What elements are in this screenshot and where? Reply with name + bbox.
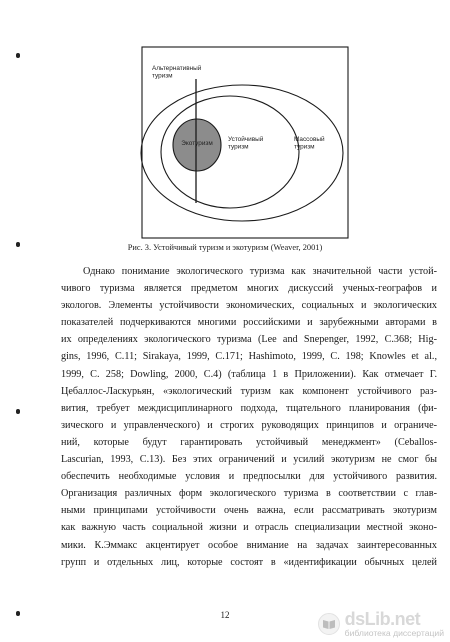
text-line: их определениях экологического туризма (Lee and Snepenger, 1992, С.368; Hig- xyxy=(61,334,437,346)
mass-tourism-ellipse xyxy=(141,85,343,221)
watermark[interactable] xyxy=(318,610,444,638)
binding-mark xyxy=(16,53,20,58)
text-line: ными принципами устойчивости очень важна, если рассматривать экотуризм xyxy=(61,505,437,517)
text-line: 1999, С. 258; Dowling, 2000, С.4) (таблица 1 в Приложении). Как отмечает Г. xyxy=(61,368,437,380)
watermark-tagline: библиотека диссертаций xyxy=(344,628,444,639)
text-line: Lascurian, 1993, С.13). Без этих ограничений и усилий экотуризм не смог бы xyxy=(61,454,437,466)
alternative-label: Альтернативный туризм xyxy=(152,65,202,80)
text-line: обеспечить необходимые условия и предпосылки для устойчивого развития. xyxy=(61,471,437,483)
venn-figure xyxy=(140,45,350,240)
watermark-brand: dsLib.net xyxy=(344,609,421,630)
text-line: чивого туризма является предметом многих дискуссий ученых-географов и xyxy=(61,283,437,295)
figure-caption: Рис. 3. Устойчивый туризм и экотуризм (Weaver, 2001) xyxy=(127,243,323,252)
text-line: экологов. Элементы устойчивости экономических, социальных и экологических xyxy=(61,300,437,312)
text-line: gins, 1996, С.11; Sirakaya, 1999, С.171; Hashimoto, 1999, С. 198; Knowles et al., xyxy=(61,351,437,363)
tourism-diagram xyxy=(140,45,350,240)
page-number: 12 xyxy=(220,610,230,620)
sustainable-label: Устойчивый туризм xyxy=(228,136,264,151)
text-line: Организация различных форм экологического туризма в соответствии с глав- xyxy=(61,488,437,500)
text-line: ний, которые будут гарантировать устойчивый менеджмент» (Ceballos- xyxy=(61,436,437,448)
text-line: зического и управленческого) и строгих руководящих принципов и ограниче- xyxy=(61,419,437,431)
text-line: Цебаллос-Ласкурьян, «экологический туризм как компонент устойчивого раз- xyxy=(61,385,437,397)
text-line: показателей подчеркиваются многими российскими и зарубежными авторами в xyxy=(61,317,437,329)
text-line: мики. К.Эммакс акцентирует особое внимание на задачах заинтересованных xyxy=(61,539,437,551)
mass-label: Массовый туризм xyxy=(294,136,325,151)
text-line: Однако понимание экологического туризма как значительной части устой- xyxy=(83,266,437,277)
watermark-text xyxy=(345,610,444,638)
ecotourism-label: Экотуризм xyxy=(181,140,213,147)
book-logo-icon xyxy=(318,613,340,635)
text-line: вития, требует междисциплинарного подхода, тщательного планирования (фи- xyxy=(61,402,437,414)
text-line: групп и отдельных лиц, которые состоят в «идентификации обычных целей xyxy=(61,556,437,568)
body-text xyxy=(61,263,437,571)
binding-mark xyxy=(16,409,20,414)
text-line: как важную часть социальной жизни и отрасль специализации местной эконо- xyxy=(61,522,437,534)
